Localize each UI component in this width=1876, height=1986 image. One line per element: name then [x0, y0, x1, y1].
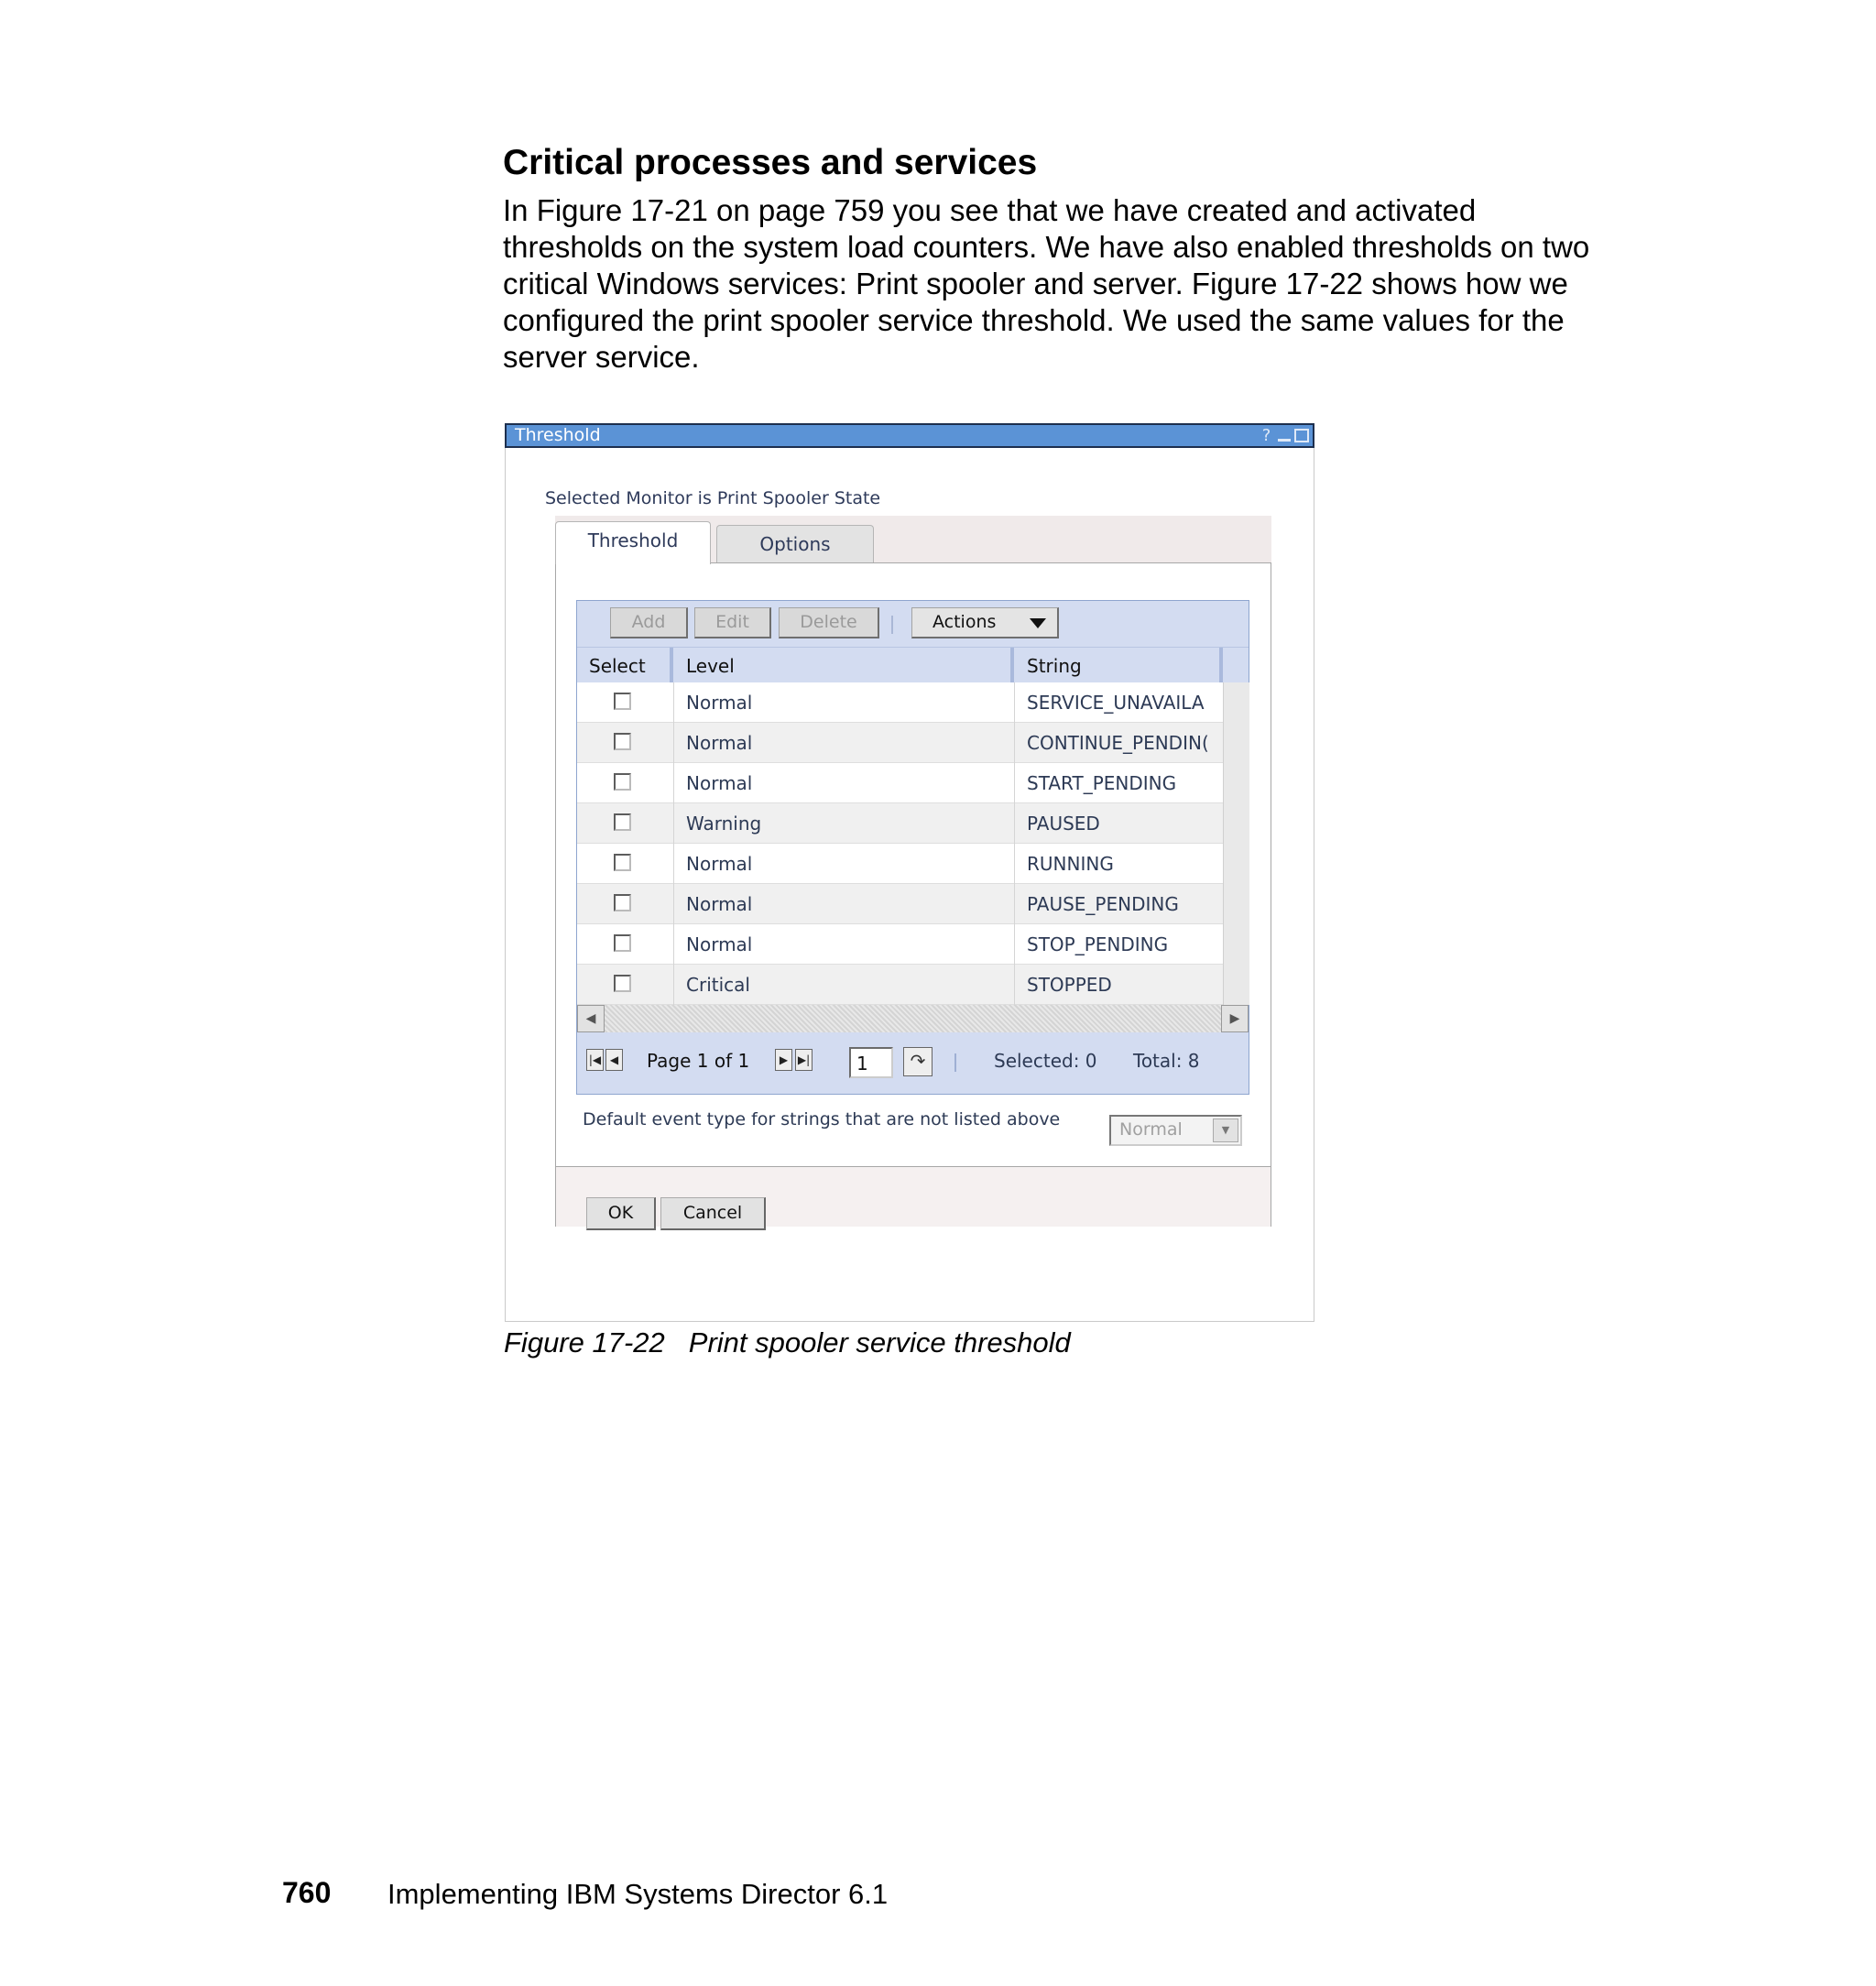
- default-event-type-value: Normal: [1119, 1119, 1183, 1140]
- column-header-string[interactable]: String: [1014, 648, 1223, 682]
- cell-divider: [673, 965, 674, 1005]
- toolbar-separator: [891, 616, 893, 634]
- horizontal-scrollbar[interactable]: [577, 1005, 1249, 1032]
- level-cell: Warning: [686, 813, 762, 835]
- page-number-input[interactable]: 1: [849, 1047, 893, 1078]
- book-title: Implementing IBM Systems Director 6.1: [387, 1878, 889, 1910]
- chevron-down-icon: [1030, 618, 1046, 628]
- figure-title: Print spooler service threshold: [688, 1326, 1071, 1359]
- selected-monitor-label: Selected Monitor is Print Spooler State: [545, 488, 881, 508]
- default-event-type-select[interactable]: [1109, 1115, 1242, 1146]
- cancel-button[interactable]: Cancel: [660, 1197, 766, 1230]
- table-overflow-column: [1223, 682, 1249, 1005]
- cell-divider: [1014, 723, 1015, 763]
- scroll-left-icon[interactable]: ◀: [577, 1005, 605, 1032]
- help-icon[interactable]: ?: [1261, 426, 1271, 445]
- cell-divider: [673, 844, 674, 884]
- threshold-table: [576, 600, 1249, 1095]
- level-cell: Critical: [686, 974, 750, 996]
- table-row[interactable]: [577, 844, 1223, 884]
- cell-divider: [1014, 884, 1015, 924]
- table-body: [577, 682, 1223, 1005]
- cell-divider: [673, 884, 674, 924]
- dialog-footer: [556, 1166, 1271, 1227]
- tab-strip: [555, 516, 1271, 563]
- cell-divider: [673, 723, 674, 763]
- cell-divider: [1014, 682, 1015, 723]
- table-row[interactable]: [577, 924, 1223, 965]
- column-header-level[interactable]: Level: [673, 648, 1014, 682]
- delete-button[interactable]: Delete: [779, 607, 879, 638]
- last-page-icon[interactable]: ▶|: [795, 1049, 813, 1071]
- go-arrow-icon[interactable]: ↷: [903, 1047, 933, 1076]
- cell-divider: [1014, 803, 1015, 844]
- pager-separator: [954, 1053, 956, 1072]
- table-header: [577, 647, 1249, 682]
- table-row[interactable]: [577, 884, 1223, 924]
- table-row[interactable]: [577, 682, 1223, 723]
- level-cell: Normal: [686, 732, 753, 754]
- string-cell: STOP_PENDING: [1027, 933, 1169, 955]
- body-paragraph: In Figure 17-21 on page 759 you see that we have created and activated thresholds on the system load counters. We have also enabled thresholds on two critical Windows services: Print spooler and server. Figure 17-22 shows how we configured the print spooler service threshold. We used the same values for the server service.: [503, 193, 1590, 374]
- level-cell: Normal: [686, 772, 753, 794]
- window-title: Threshold: [515, 425, 601, 445]
- first-page-icon[interactable]: |◀: [586, 1049, 604, 1071]
- selected-count: Selected: 0: [994, 1050, 1097, 1072]
- row-checkbox[interactable]: [614, 934, 631, 952]
- row-checkbox[interactable]: [614, 854, 631, 871]
- table-row[interactable]: [577, 723, 1223, 763]
- cell-divider: [1014, 924, 1015, 965]
- tab-options[interactable]: Options: [716, 525, 874, 563]
- threshold-panel: [555, 562, 1271, 1227]
- default-event-type-label: Default event type for strings that are not listed above: [583, 1109, 1061, 1129]
- cell-divider: [1014, 965, 1015, 1005]
- column-header-select[interactable]: Select: [577, 648, 673, 682]
- row-checkbox[interactable]: [614, 975, 631, 992]
- table-row[interactable]: [577, 763, 1223, 803]
- total-count: Total: 8: [1133, 1050, 1200, 1072]
- string-cell: CONTINUE_PENDIN(: [1027, 732, 1209, 754]
- row-checkbox[interactable]: [614, 813, 631, 831]
- scroll-right-icon[interactable]: ▶: [1221, 1005, 1249, 1032]
- section-heading: Critical processes and services: [503, 143, 1038, 182]
- string-cell: PAUSE_PENDING: [1027, 893, 1179, 915]
- string-cell: RUNNING: [1027, 853, 1114, 875]
- add-button[interactable]: Add: [610, 607, 688, 638]
- edit-button[interactable]: Edit: [694, 607, 771, 638]
- row-checkbox[interactable]: [614, 733, 631, 750]
- level-cell: Normal: [686, 692, 753, 714]
- row-checkbox[interactable]: [614, 773, 631, 791]
- window-controls: [1259, 425, 1309, 446]
- maximize-icon[interactable]: [1294, 429, 1309, 442]
- cell-divider: [673, 682, 674, 723]
- threshold-window: [505, 423, 1314, 1322]
- cell-divider: [673, 763, 674, 803]
- cell-divider: [1014, 844, 1015, 884]
- string-cell: PAUSED: [1027, 813, 1100, 835]
- actions-label: Actions: [933, 612, 997, 632]
- next-page-icon[interactable]: ▶: [775, 1049, 792, 1071]
- string-cell: SERVICE_UNAVAILA: [1027, 692, 1205, 714]
- actions-dropdown[interactable]: [911, 607, 1059, 638]
- window-titlebar[interactable]: [505, 423, 1314, 448]
- level-cell: Normal: [686, 893, 753, 915]
- table-row[interactable]: [577, 965, 1223, 1005]
- figure-caption: [504, 1326, 1071, 1359]
- string-cell: STOPPED: [1027, 974, 1112, 996]
- row-checkbox[interactable]: [614, 693, 631, 710]
- figure-number: Figure 17-22: [504, 1326, 665, 1359]
- cell-divider: [1014, 763, 1015, 803]
- tab-threshold[interactable]: Threshold: [555, 521, 711, 564]
- page-indicator: Page 1 of 1: [647, 1050, 750, 1072]
- table-row[interactable]: [577, 803, 1223, 844]
- string-cell: START_PENDING: [1027, 772, 1177, 794]
- previous-page-icon[interactable]: ◀: [605, 1049, 623, 1071]
- table-pager: [577, 1035, 1249, 1092]
- ok-button[interactable]: OK: [586, 1197, 656, 1230]
- row-checkbox[interactable]: [614, 894, 631, 911]
- page-number: 760: [282, 1876, 332, 1909]
- cell-divider: [673, 803, 674, 844]
- level-cell: Normal: [686, 853, 753, 875]
- cell-divider: [673, 924, 674, 965]
- level-cell: Normal: [686, 933, 753, 955]
- table-toolbar: [577, 601, 1249, 645]
- minimize-icon[interactable]: [1278, 439, 1291, 442]
- chevron-down-icon: ▼: [1213, 1118, 1238, 1142]
